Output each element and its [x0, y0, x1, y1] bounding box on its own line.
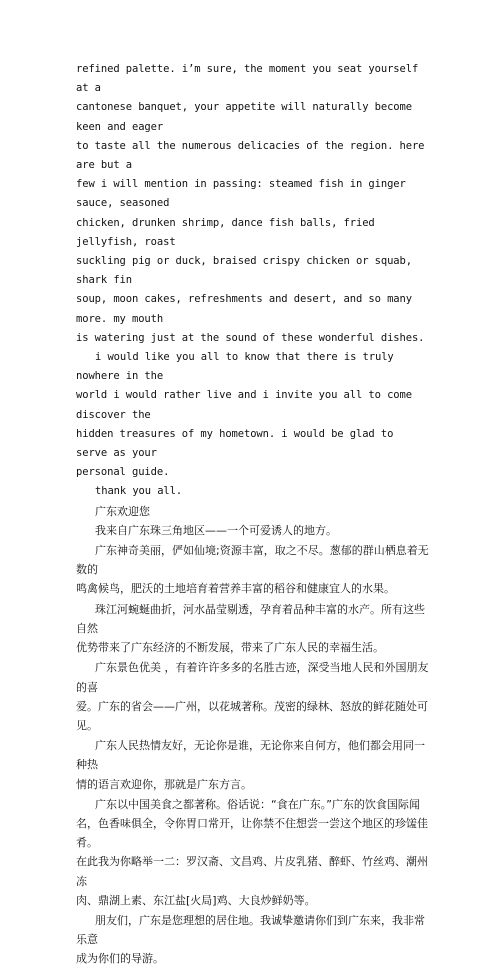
paragraph-zh-scenery: 广东景色优美 ，有着许许多多的名胜古迹，深受当地人民和外国朋友的喜 爱。广东的省会——广州，以花城著称。茂密的绿林、怒放的鲜花随处可见。	[76, 661, 429, 732]
paragraph-zh-people: 广东人民热情友好，无论你是谁，无论你来自何方，他们都会用同一种热 情的语言欢迎你，那就是广东方言。	[76, 739, 425, 791]
paragraph-zh-food: 广东以中国美食之都著称。俗话说：“食在广东。”广东的饮食国际闻 名，色香味俱全，令你胃口常开，让你禁不住想尝一尝这个地区的珍馐佳肴。 在此我为你略举一二：罗汉斋、文昌鸡、片皮乳猪、醉虾、竹丝鸡、潮州冻 肉、鼎湖上素、东江盐[火局]鸡、大良炒鲜奶等。	[76, 797, 428, 907]
paragraph-zh-title: 广东欢迎您	[95, 504, 150, 518]
paragraph-en-thanks: thank you all.	[95, 485, 183, 498]
paragraph-zh-river: 珠江河蜿蜒曲折，河水晶莹剔透，孕育着品种丰富的水产。所有这些自然 优势带来了广东经济的不断发展，带来了广东人民的幸福生活。	[76, 602, 425, 655]
paragraph-zh-nature: 广东神奇美丽，俨如仙境;资源丰富，取之不尽。葱郁的群山栖息着无数的 鸣禽候鸟，肥沃的土地培育着营养丰富的稻谷和健康宜人的水果。	[76, 544, 429, 596]
paragraph-en-dishes: refined palette. i’m sure, the moment you seat yourself at a cantonese banquet, your appetite will naturally become keen and eager to taste all the numerous delicacies of the region. here are but a few i will mention in passing: steamed fish in ginger sauce, seasoned chicken, drunken shrimp, dance fish balls, fried jellyfish, roast suckling pig or duck, braised crispy chicken or squab, shark fin soup, moon cakes, refreshments and desert, and so many more. my mouth is watering just at the sound of these wonderful dishes.	[76, 63, 425, 344]
paragraph-zh-closing: 朋友们，广东是您理想的居住地。我诚挚邀请你们到广东来，我非常乐意 成为你们的导游。	[76, 913, 425, 966]
document-body	[76, 60, 430, 969]
paragraph-en-invitation: i would like you all to know that there is truly nowhere in the world i would rather live and i invite you all to come discover the hidden treasures of my hometown. i would be glad to serve as your personal guide.	[76, 351, 412, 479]
paragraph-zh-intro: 我来自广东珠三角地区——一个可爱诱人的地方。	[95, 523, 337, 537]
